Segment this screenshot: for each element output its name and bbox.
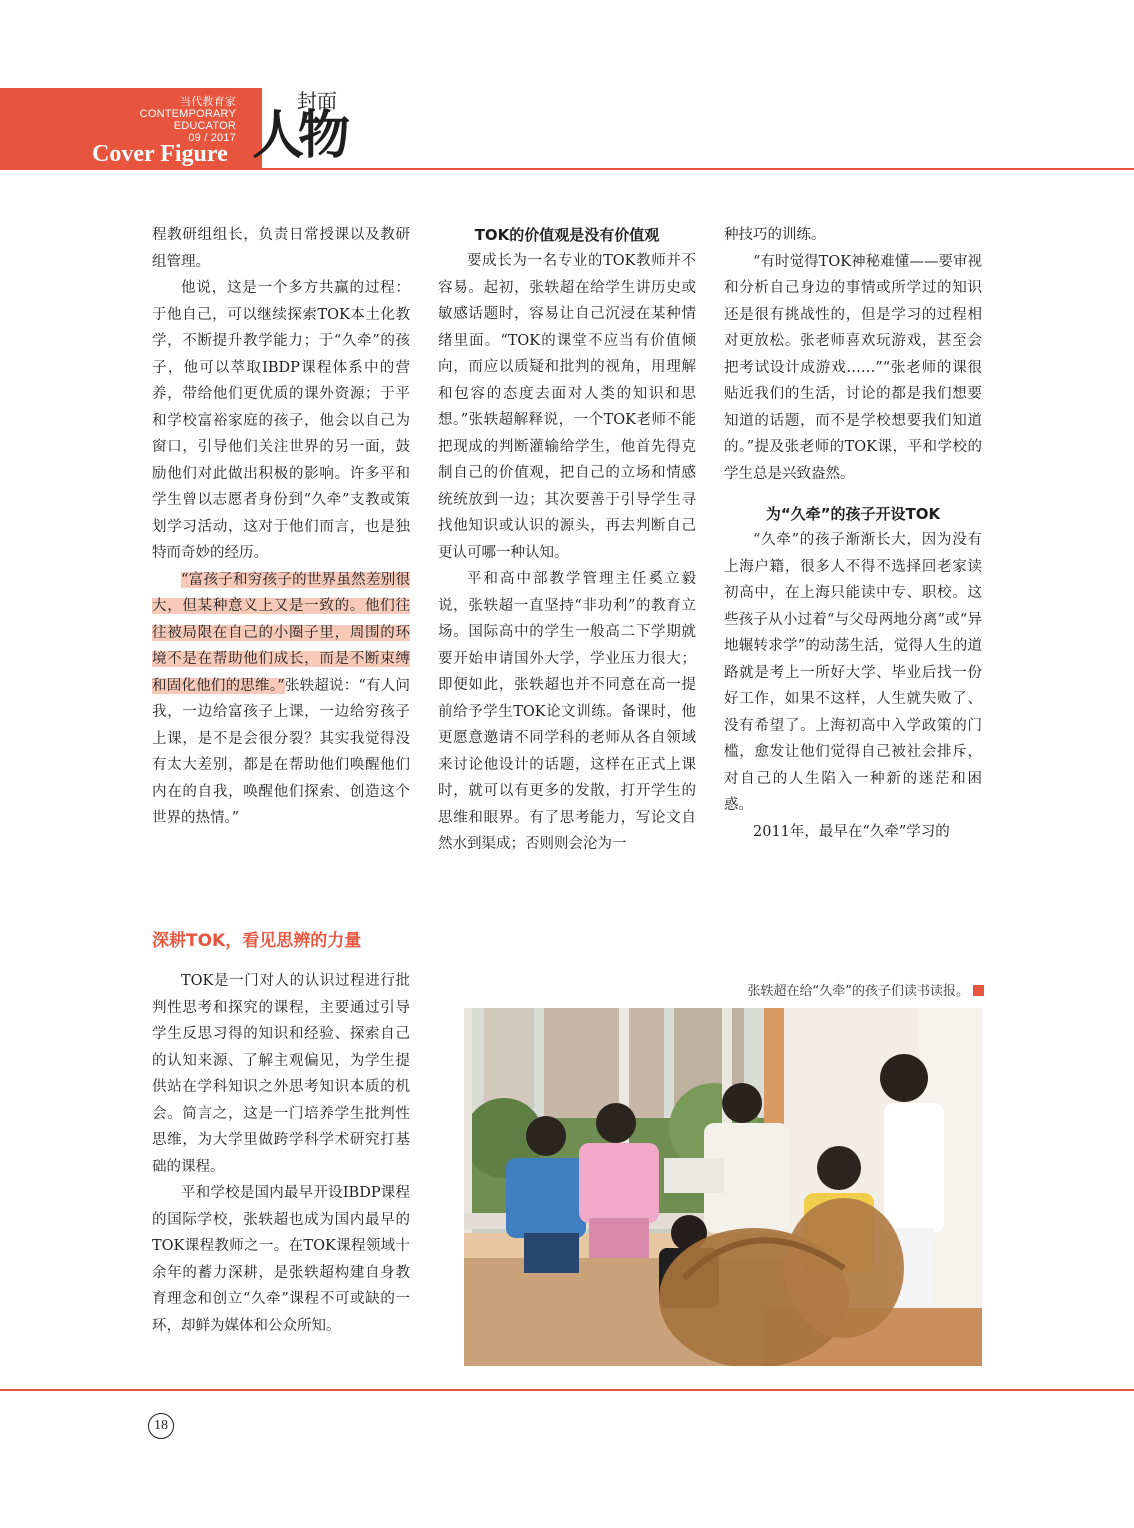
article-column-2: [438, 222, 696, 858]
paragraph: TOK是一门对人的认识过程进行批判性思考和探究的课程，主要通过引导学生反思习得的知识和经验、探索自己的认知来源、了解主观偏见，为学生提供站在学科知识之外思考知识本质的机会。简言之，这是一门培养学生批判性思维，为大学里做跨学科学术研究打基础的课程。: [152, 973, 410, 1175]
section-name-en: Cover Figure: [92, 141, 228, 167]
subheading: TOK的价值观是没有价值观: [474, 226, 660, 244]
magazine-name-en-2: EDUCATOR: [173, 120, 236, 132]
magazine-name-cn: 当代教育家: [180, 96, 236, 108]
subheading: 为“久牵”的孩子开设TOK: [765, 505, 941, 523]
paragraph: 种技巧的训练。: [724, 227, 826, 243]
magazine-masthead: [140, 96, 236, 144]
section-name-small: 封面: [297, 89, 337, 113]
article-column-1-lower: [152, 968, 410, 1339]
issue-date: 09 / 2017: [188, 132, 236, 144]
spacer: [724, 487, 982, 501]
paragraph: “久牵”的孩子渐渐长大，因为没有上海户籍，很多人不得不选择回老家读初高中，在上海只能读中专、职校。这些孩子从小过着“与父母两地分离”或“异地辗转求学”的动荡生活，觉得人生的道路就是考上一所好大学、毕业后找一份好工作，如果不这样，人生就失败了、没有希望了。上海初高中入学政策的门槛，愈发让他们觉得自己被社会排斥，对自己的人生陷入一种新的迷茫和困惑。: [724, 532, 982, 813]
paragraph: [152, 567, 410, 832]
paragraph: 平和学校是国内最早开设IBDP课程的国际学校，张轶超也成为国内最早的TOK课程教师之一。在TOK课程领域十余年的蓄力深耕，是张轶超构建自身教育理念和创立“久牵”课程不可或缺的一环，却鲜为媒体和公众所知。: [152, 1185, 410, 1334]
photo-caption: [748, 982, 984, 1002]
paragraph: “有时觉得TOK神秘难懂——要审视和分析自己身边的事情或所学过的知识还是很有挑战性的，但是学习的过程相对更放松。张老师喜欢玩游戏，甚至会把考试设计成游戏……”“张老师的课很贴近我们的生活，讨论的都是我们想要知道的话题，而不是学校想要我们知道的。”提及张老师的TOK课，平和学校的学生总是兴致盎然。: [724, 253, 982, 482]
photo-illustration: [464, 1008, 982, 1366]
paragraph: 他说，这是一个多方共赢的过程：于他自己，可以继续探索TOK本土化教学，不断提升教学能力；于“久牵”的孩子，他可以萃取IBDP课程体系中的营养，带给他们更优质的课外资源；于平和学校富裕家庭的孩子，他会以自己为窗口，引导他们关注世界的另一面，鼓励他们对此做出积极的影响。许多平和学生曾以志愿者身份到“久牵”支教或策划学习活动，这对于他们而言，也是独特而奇妙的经历。: [152, 280, 410, 561]
paragraph: 要成长为一名专业的TOK教师并不容易。起初，张轶超在给学生讲历史或敏感话题时，容易让自己沉浸在某种情绪里面。“TOK的课堂不应当有价值倾向，而应以质疑和批判的视角，用理解和包容的态度去面对人类的知识和思想。”张轶超解释说，一个TOK老师不能把现成的判断灌输给学生，他首先得克制自己的价值观，把自己的立场和情感统统放到一边；其次要善于引导学生寻找他知识或认识的源头，再去判断自己更认可哪一种认知。: [438, 253, 696, 561]
header-rule: [262, 168, 1134, 170]
caption-square-icon: [973, 985, 984, 996]
caption-text: 张轶超在给“久牵”的孩子们读书读报。: [747, 984, 969, 999]
highlighted-quote: “富孩子和穷孩子的世界虽然差别很大，但某种意义上又是一致的。他们往往被局限在自己的小圈子里，周围的环境不是在帮助他们成长，而是不断束缚和固化他们的思维。”: [152, 571, 410, 694]
paragraph: 2011年，最早在“久牵”学习的: [753, 823, 950, 840]
paragraph: 程教研组组长，负责日常授课以及教研组管理。: [152, 227, 410, 270]
paragraph: 平和高中部教学管理主任奚立毅说，张轶超一直坚持“非功利”的教育立场。国际高中的学生一般高二下学期就要开始申请国外大学，学业压力很大；即便如此，张轶超也并不同意在高一提前给予学生TOK论文训练。备课时，他更愿意邀请不同学科的老师从各自领域来讨论他设计的话题，这样在正式上课时，就可以有更多的发散，打开学生的思维和眼界。有了思考能力，写论文自然水到渠成；否则则会沦为一: [438, 571, 696, 852]
section-name-big: 人物: [252, 106, 345, 166]
quote-continuation: 张轶超说：“有人问我，一边给富孩子上课，一边给穷孩子上课，是不是会很分裂？其实我觉得没有太大差别，都是在帮助他们唤醒他们内在的自我，唤醒他们探索、创造这个世界的热情。”: [152, 677, 410, 826]
section-heading: 深耕TOK，看见思辨的力量: [152, 931, 362, 951]
article-column-1: [152, 222, 410, 832]
article-column-3: [724, 222, 982, 845]
page-number: 18: [148, 1413, 174, 1439]
article-photo: [464, 1008, 982, 1366]
footer-rule: [0, 1389, 1134, 1391]
magazine-name-en-1: CONTEMPORARY: [139, 108, 236, 120]
